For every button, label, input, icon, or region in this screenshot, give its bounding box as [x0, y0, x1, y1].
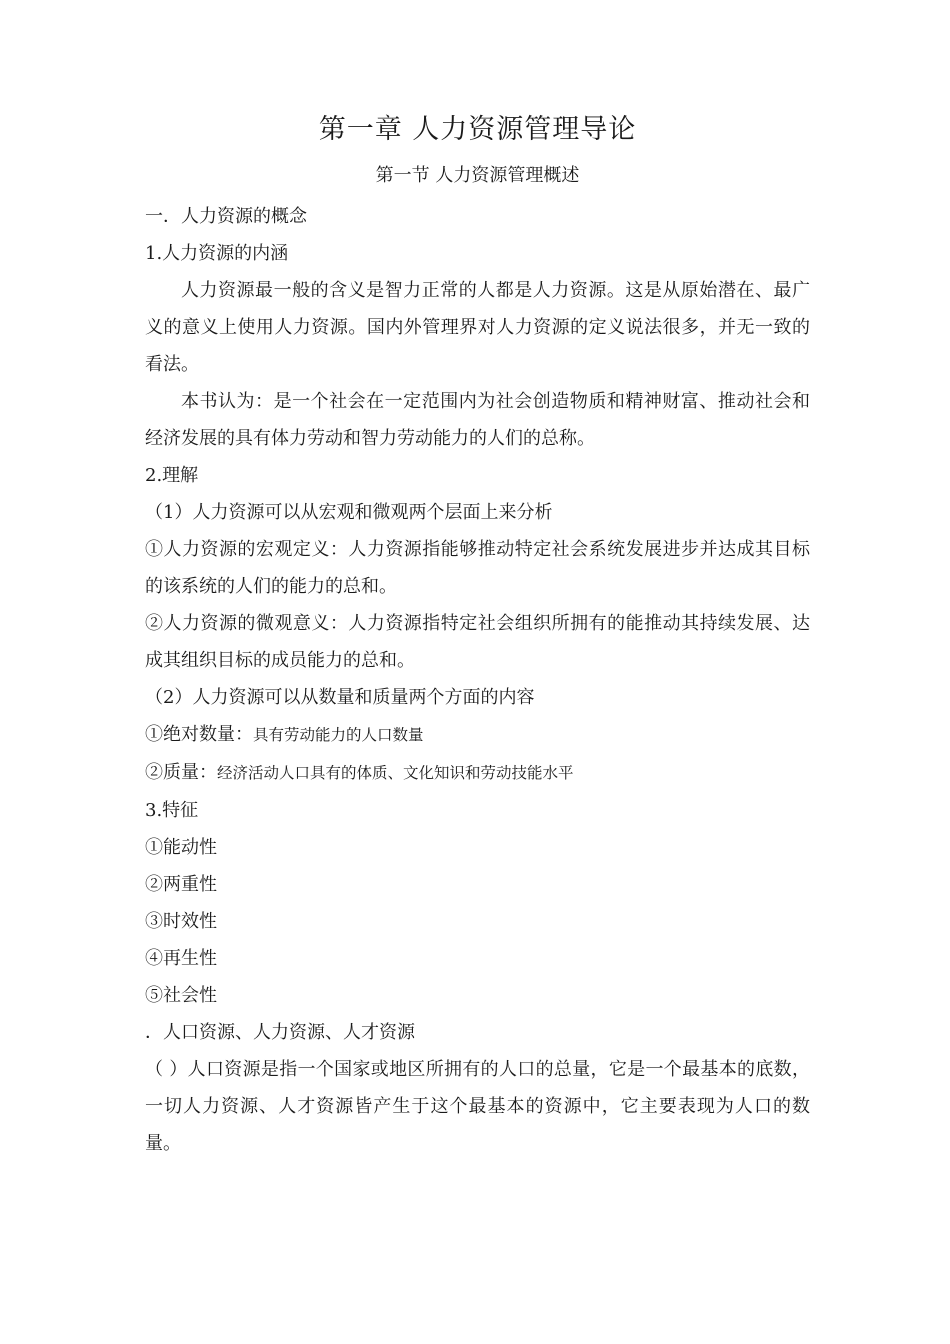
section-title: 第一节 人力资源管理概述 — [375, 165, 580, 186]
feature-item: ④再生性 — [145, 948, 217, 969]
item-macro-micro: （1）人力资源可以从宏观和微观两个层面上来分析 — [145, 502, 553, 523]
item-quality-label: ②质量： — [145, 762, 217, 783]
item-absolute-quantity-label: ①绝对数量： — [145, 724, 253, 745]
feature-item: ①能动性 — [145, 837, 217, 858]
heading-concept: 一．人力资源的概念 — [145, 206, 307, 227]
paragraph-definition: 人力资源最一般的含义是智力正常的人都是人力资源。这是从原始潜在、最广义的意义上使用人力资源。国内外管理界对人力资源的定义说法很多，并无一致的看法。 — [145, 280, 810, 375]
feature-item: ③时效性 — [145, 911, 217, 932]
heading-connotation: 1.人力资源的内涵 — [145, 243, 289, 264]
heading-understanding: 2.理解 — [145, 465, 199, 486]
document-body — [145, 108, 810, 1162]
item-macro-definition: ①人力资源的宏观定义：人力资源指能够推动特定社会系统发展进步并达成其目标的该系统的人们的能力的总和。 — [145, 539, 810, 597]
paragraph-book-view: 本书认为：是一个社会在一定范围内为社会创造物质和精神财富、推动社会和经济发展的具有体力劳动和智力劳动能力的人们的总称。 — [145, 391, 810, 449]
chapter-title: 第一章 人力资源管理导论 — [318, 114, 637, 145]
item-absolute-quantity — [145, 716, 810, 754]
heading-population-resources: ．人口资源、人力资源、人才资源 — [145, 1022, 415, 1043]
heading-features: 3.特征 — [145, 800, 199, 821]
item-quality — [145, 754, 810, 792]
item-quality-text: 经济活动人口具有的体质、文化知识和劳动技能水平 — [217, 764, 574, 782]
feature-item: ⑤社会性 — [145, 985, 217, 1006]
item-micro-definition: ②人力资源的微观意义：人力资源指特定社会组织所拥有的能推动其持续发展、达成其组织目标的成员能力的总和。 — [145, 613, 810, 671]
item-quantity-quality: （2）人力资源可以从数量和质量两个方面的内容 — [145, 687, 535, 708]
feature-item: ②两重性 — [145, 874, 217, 895]
paragraph-population-resources: （ ）人口资源是指一个国家或地区所拥有的人口的总量，它是一个最基本的底数，一切人力资源、人才资源皆产生于这个最基本的资源中，它主要表现为人口的数量。 — [145, 1059, 810, 1154]
item-absolute-quantity-text: 具有劳动能力的人口数量 — [253, 726, 424, 744]
